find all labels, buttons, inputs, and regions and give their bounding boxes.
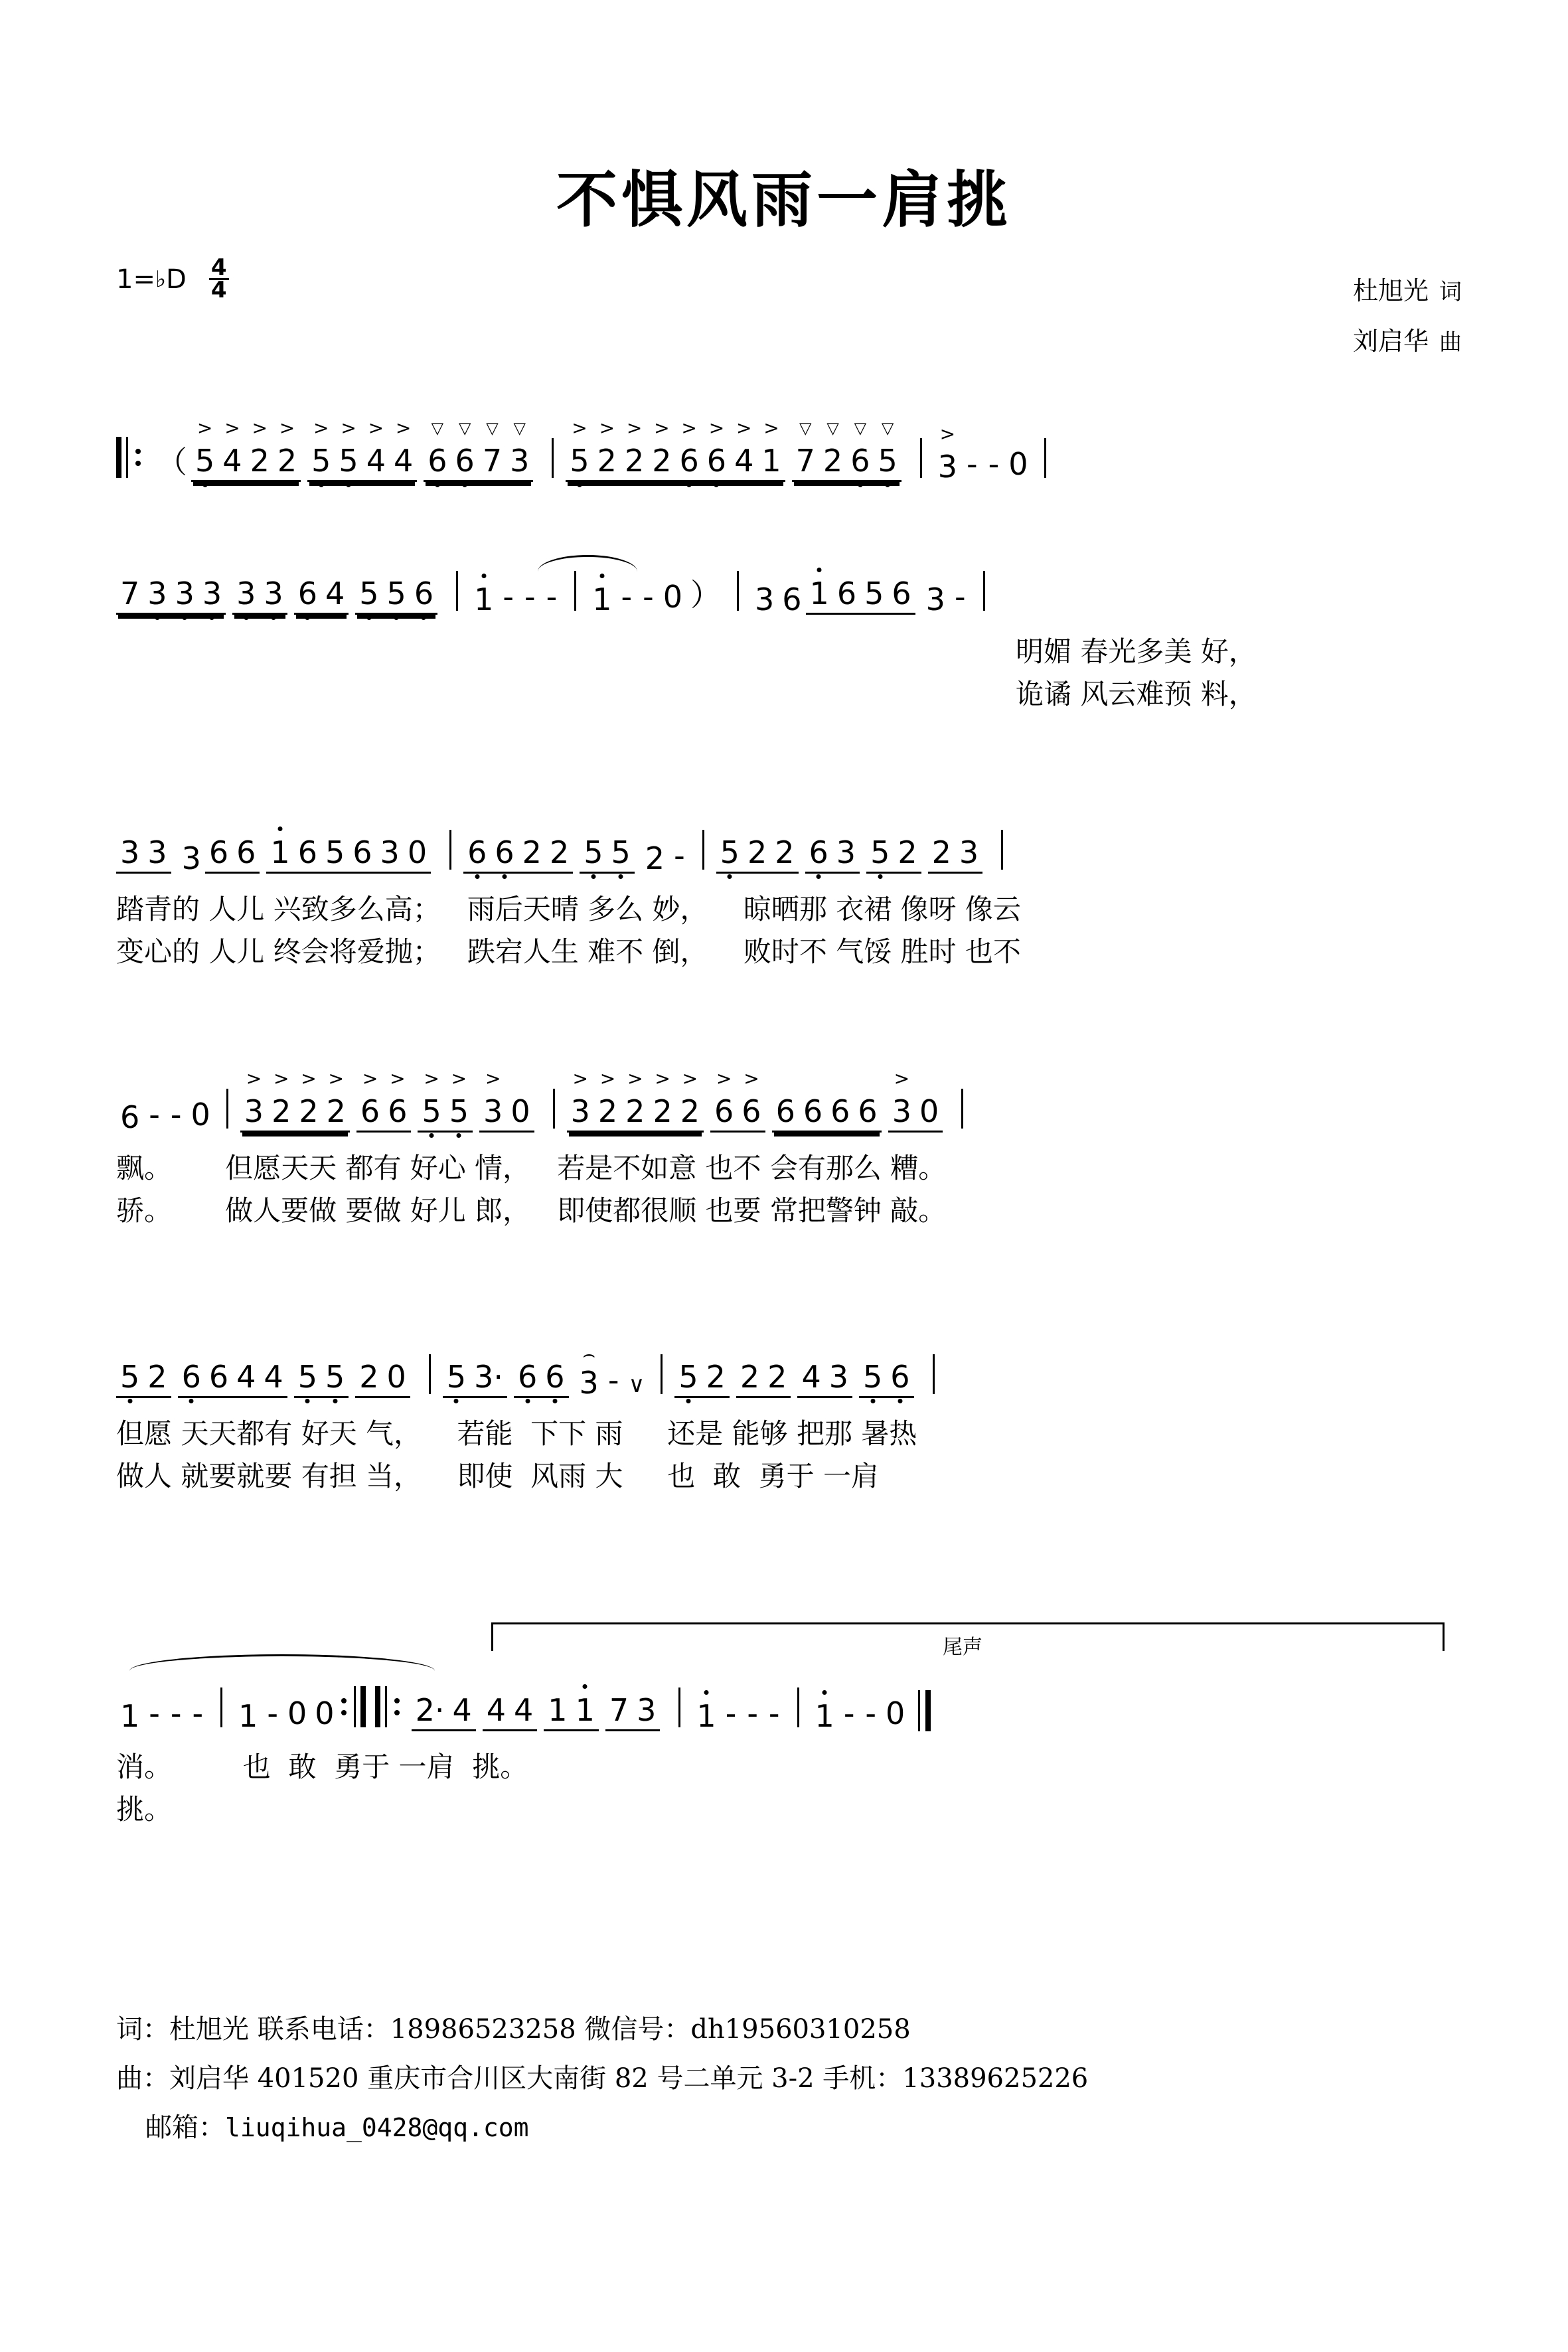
notes-row: [0, 1341, 1568, 1401]
note: 2·: [415, 1692, 445, 1728]
composer-name: 刘启华: [1352, 327, 1429, 356]
rest: 0: [663, 579, 682, 615]
barline: [737, 571, 739, 611]
note-group: [605, 1692, 661, 1731]
note-group: [805, 834, 860, 874]
note: 3: [925, 582, 945, 617]
note-group: [418, 1093, 473, 1133]
duration-dash: -: [170, 1695, 182, 1731]
barline: [553, 1089, 555, 1129]
note-group: [806, 578, 915, 615]
note: > 6: [676, 445, 703, 476]
system-3: [0, 817, 1568, 973]
note: 6: [208, 834, 229, 870]
note: 6: [886, 1362, 913, 1392]
note: ▽ 7: [479, 445, 506, 476]
rest: 0: [287, 1695, 307, 1731]
note-group: [463, 834, 573, 874]
paren-close: ）: [690, 577, 721, 613]
barline: [456, 571, 458, 611]
note: 3: [637, 1692, 657, 1728]
repeat-start-sign: [116, 435, 143, 478]
notes-row: [0, 425, 1568, 485]
note: 2: [522, 834, 542, 870]
time-signature: [209, 254, 229, 304]
note: 6: [775, 1093, 795, 1129]
duration-dash: -: [865, 1695, 877, 1731]
note: 5: [866, 837, 894, 868]
note-group: [792, 445, 902, 482]
lyric-line: 消。 也 敢 勇于 一肩 挑。: [116, 1751, 528, 1783]
note-group: [205, 834, 260, 874]
note: 6: [514, 1362, 541, 1392]
lyric-line: 骄。 做人要做 要做 好儿 郎， 即使都很顺 也要 常把警钟 敲。: [116, 1194, 947, 1227]
duration-dash: -: [768, 1695, 780, 1731]
credit-composer: [1353, 316, 1462, 366]
duration-dash: -: [170, 1097, 182, 1133]
barline: [933, 1354, 935, 1394]
note-group: [483, 1692, 538, 1731]
note: > 2: [246, 445, 274, 476]
note: 2: [645, 840, 665, 876]
note: > 3: [567, 1096, 594, 1127]
note: 5: [716, 837, 744, 868]
note: > 4: [730, 445, 757, 476]
note: 3: [120, 834, 140, 870]
note: 5: [383, 578, 410, 609]
note: 2: [706, 1359, 726, 1395]
note: > 5: [191, 445, 218, 476]
note: > 5: [418, 1096, 445, 1127]
note: 5: [325, 834, 345, 870]
note: > 4: [390, 445, 417, 476]
note: 2: [898, 834, 917, 870]
note-group: [772, 1093, 882, 1133]
key-prefix: 1=: [116, 264, 155, 295]
barline: [574, 571, 576, 611]
note: > 2: [649, 1096, 676, 1127]
note: > 5: [566, 445, 593, 476]
note: 2: [359, 1359, 379, 1395]
note: 2: [775, 834, 795, 870]
duration-dash: -: [149, 1097, 160, 1133]
notes-row: [0, 1674, 1568, 1734]
note: 3: [171, 578, 198, 609]
note: 5: [355, 578, 382, 609]
paren-open: （: [157, 444, 187, 480]
email-value: liuqihua_0428@qq.com: [225, 2113, 529, 2142]
breath-mark: ∨: [628, 1372, 645, 1398]
notes-row: [0, 558, 1568, 615]
note: > 6: [384, 1096, 411, 1127]
note: 5: [864, 576, 884, 611]
note: > 6: [356, 1096, 384, 1127]
flat-sign: ♭: [155, 266, 167, 293]
note-group: [479, 1093, 534, 1133]
note-group: [424, 445, 533, 482]
note: > 6: [703, 445, 730, 476]
note-group: [307, 445, 417, 482]
note-group: [514, 1359, 569, 1398]
note: 1: [692, 1701, 720, 1731]
note-group: [580, 834, 635, 874]
coda-label: 尾声: [943, 1636, 982, 1659]
note: 1: [548, 1692, 568, 1728]
note-group: [240, 1093, 350, 1133]
note: 5: [859, 1362, 886, 1392]
note-group: [566, 445, 785, 482]
note: 4: [264, 1359, 283, 1395]
barline: [961, 1089, 963, 1129]
note: 1: [120, 1698, 140, 1734]
note: 1: [266, 837, 293, 868]
note-group: [674, 1359, 730, 1398]
note: 6: [410, 578, 437, 609]
note: 6: [353, 834, 372, 870]
duration-dash: -: [988, 446, 1000, 482]
note: 3: [198, 578, 226, 609]
note: 5: [321, 1362, 349, 1392]
note: 6: [178, 1362, 205, 1392]
note: 0: [919, 1093, 939, 1129]
barline: [678, 1687, 680, 1727]
composer-role: 曲: [1439, 329, 1462, 356]
note-group: [116, 578, 226, 615]
barline: [983, 571, 985, 611]
rest: 0: [191, 1097, 210, 1133]
note: 3: [380, 834, 400, 870]
note-group: [294, 578, 349, 615]
note: 6: [782, 582, 802, 617]
note: 6: [830, 1093, 850, 1129]
note: 6: [836, 576, 857, 611]
note: > 2: [621, 1096, 649, 1127]
note: 3·: [474, 1359, 503, 1395]
duration-dash: -: [503, 579, 514, 615]
barline: [220, 1687, 222, 1727]
note: > 5: [335, 445, 362, 476]
duration-dash: -: [725, 1695, 737, 1731]
lyric-line: 挑。: [116, 1793, 173, 1826]
note: 2: [147, 1359, 167, 1395]
note: > 2: [323, 1096, 350, 1127]
note-group: [736, 1359, 791, 1398]
duration-dash: -: [967, 446, 978, 482]
note: ▽ 6: [846, 445, 874, 476]
rest: 0: [1008, 446, 1028, 482]
note: > 4: [362, 445, 390, 476]
note: 3: [143, 578, 171, 609]
note: 6: [803, 1093, 823, 1129]
barline: [702, 830, 704, 870]
note: ▽ 7: [792, 445, 819, 476]
lyricist-name: 杜旭光: [1352, 276, 1429, 305]
barline: [429, 1354, 431, 1394]
note-group: [355, 578, 437, 615]
note: 1: [238, 1698, 258, 1734]
lyric-line: 做人 就要就要 有担 当， 即使 风雨 大 也 敢 勇于 一肩: [116, 1460, 880, 1492]
note: 6: [236, 834, 256, 870]
note: 6: [541, 1362, 568, 1392]
credits: [1353, 266, 1462, 366]
duration-dash: -: [674, 838, 685, 874]
note: ▽ 3: [506, 445, 533, 476]
note-group: [356, 1093, 412, 1133]
note: 6: [208, 1359, 229, 1395]
note: > 2: [594, 1096, 621, 1127]
barline: [552, 438, 554, 478]
note: ▽ 2: [819, 445, 846, 476]
note: ▽ 6: [451, 445, 479, 476]
note-group: [567, 1093, 704, 1133]
note: 3: [232, 578, 260, 609]
footer-contact: [116, 2005, 1088, 2152]
barline: [449, 830, 451, 870]
barline: [661, 1354, 663, 1394]
note: 2: [549, 834, 570, 870]
note: > 1: [757, 445, 785, 476]
note-group: [544, 1692, 599, 1731]
note: 7: [120, 576, 140, 611]
note: 4: [325, 576, 345, 611]
slur-arc: [129, 1654, 435, 1671]
note-group: [443, 1359, 507, 1398]
note: 6: [491, 837, 518, 868]
lyric-line: 明媚 春光多美 好，: [1016, 635, 1257, 668]
duration-dash: -: [621, 579, 633, 615]
duration-dash: -: [954, 579, 966, 615]
note-group: [232, 578, 287, 615]
note: 1: [806, 578, 833, 609]
system-1: [0, 425, 1568, 485]
lyric-line: 变心的 人儿 终会将爱抛； 跌宕人生 难不 倒， 败时不 气馁 胜时 也不: [116, 935, 1021, 968]
key-note: D: [166, 264, 187, 295]
note: ▽ 5: [874, 445, 901, 476]
note: > 2: [648, 445, 675, 476]
meter-denominator: 4: [210, 277, 227, 304]
note-group: [716, 834, 799, 874]
note: > 2: [268, 1096, 295, 1127]
note: 5: [116, 1362, 143, 1392]
note: ▽ 6: [424, 445, 451, 476]
note: 3: [828, 1359, 849, 1395]
note: 6: [297, 834, 317, 870]
note: > 2: [593, 445, 621, 476]
note: 6: [120, 1099, 140, 1135]
note: 5: [294, 1362, 321, 1392]
note: 7: [609, 1692, 629, 1728]
note: > 6: [738, 1096, 765, 1127]
note-group: [859, 1359, 914, 1398]
duration-dash: -: [524, 579, 536, 615]
duration-dash: -: [843, 1695, 855, 1731]
note: > 3: [479, 1096, 507, 1127]
page-title: 不惧风雨一肩挑: [556, 164, 1012, 236]
duration-dash: -: [643, 579, 654, 615]
note: > 2: [621, 445, 648, 476]
barline: [920, 438, 922, 478]
barline: [797, 1687, 799, 1727]
note: > 5: [445, 1096, 473, 1127]
note-group: [116, 834, 171, 874]
note: 5: [443, 1362, 470, 1392]
note: 2: [747, 834, 767, 870]
note: 3: [836, 834, 856, 870]
note: 3: [959, 834, 979, 870]
slur-arc: [538, 555, 637, 572]
final-barline: [918, 1690, 931, 1731]
note: 5: [580, 837, 607, 868]
duration-dash: -: [546, 579, 558, 615]
rest: 0: [886, 1695, 905, 1731]
note-group: [355, 1359, 410, 1398]
note: 0: [386, 1359, 406, 1395]
note: 6: [805, 837, 832, 868]
note: 5: [607, 837, 635, 868]
duration-dash: -: [192, 1695, 204, 1731]
note: 3: [181, 840, 201, 876]
system-5: [0, 1341, 1568, 1498]
note: 1: [572, 1695, 599, 1725]
rest: 0: [315, 1695, 335, 1731]
note-group: [888, 1093, 943, 1133]
key-signature: [116, 254, 229, 304]
note-group: [928, 834, 983, 874]
note-group: [294, 1359, 349, 1398]
footer-line-lyricist: 词：杜旭光 联系电话：18986523258 微信号：dh19560310258: [116, 2014, 911, 2045]
system-6: [0, 1613, 1568, 1831]
note: 4: [452, 1692, 472, 1728]
barline: [1044, 438, 1046, 478]
lyric-line: 飘。 但愿天天 都有 好心 情， 若是不如意 也不 会有那么 糟。: [116, 1152, 947, 1184]
note: 3: [147, 834, 167, 870]
footer-line-email: [116, 2103, 1088, 2152]
note: 6: [858, 1093, 878, 1129]
note: > 2: [295, 1096, 322, 1127]
note-group: [266, 834, 431, 874]
note: 2: [931, 834, 951, 870]
notes-row: [0, 1075, 1568, 1133]
duration-dash: -: [607, 1362, 619, 1398]
note-group: [866, 834, 921, 874]
lyric-line: 诡谲 风云难预 料，: [1016, 678, 1257, 710]
note-group: [797, 1359, 852, 1398]
note: 2: [767, 1359, 787, 1395]
meter-numerator: 4: [209, 258, 229, 280]
note: > 3: [240, 1096, 268, 1127]
note: 4: [236, 1359, 256, 1395]
note-group: [191, 445, 301, 482]
note: 4: [486, 1692, 507, 1728]
note-group: [412, 1692, 476, 1731]
duration-dash: -: [149, 1695, 160, 1731]
note: ⌢ 3: [576, 1368, 603, 1398]
note: 5: [674, 1362, 702, 1392]
lyric-line: 但愿 天天都有 好天 气， 若能 下下 雨 还是 能够 把那 暑热: [116, 1417, 917, 1450]
repeat-start-sign: [375, 1685, 402, 1727]
note: > 6: [710, 1096, 738, 1127]
note: > 3: [934, 451, 961, 482]
note: 1: [811, 1701, 838, 1731]
note: 0: [510, 1093, 530, 1129]
system-2: [0, 558, 1568, 716]
note: > 4: [218, 445, 246, 476]
system-4: [0, 1075, 1568, 1232]
note: 3: [754, 582, 775, 617]
note: 0: [407, 834, 428, 870]
note: 6: [892, 576, 911, 611]
note: 6: [294, 578, 321, 609]
note: 1: [470, 584, 497, 615]
lyric-line: 踏青的 人儿 兴致多么高； 雨后天晴 多么 妙， 晾晒那 衣裙 像呀 像云: [116, 893, 1021, 925]
note: 6: [463, 837, 491, 868]
repeat-end-sign: [339, 1685, 366, 1727]
duration-dash: -: [747, 1695, 758, 1731]
lyricist-role: 词: [1439, 279, 1462, 305]
note: 1: [588, 584, 615, 615]
notes-row: [0, 817, 1568, 874]
footer-line-composer: 曲：刘启华 401520 重庆市合川区大南街 82 号二单元 3-2 手机：13389625226: [116, 2063, 1089, 2094]
note-group: [178, 1359, 287, 1398]
note: > 2: [676, 1096, 704, 1127]
note: 2: [740, 1359, 760, 1395]
note: > 2: [274, 445, 301, 476]
barline: [1001, 830, 1003, 870]
credit-lyricist: [1353, 266, 1462, 316]
note: 4: [514, 1692, 534, 1728]
note-group: [710, 1093, 765, 1133]
email-label: 邮箱：: [145, 2112, 225, 2143]
note: 3: [260, 578, 287, 609]
note: > 5: [307, 445, 335, 476]
barline: [226, 1089, 228, 1129]
duration-dash: -: [267, 1695, 278, 1731]
note: 4: [801, 1359, 821, 1395]
note: > 3: [888, 1096, 915, 1127]
note-group: [116, 1359, 171, 1398]
